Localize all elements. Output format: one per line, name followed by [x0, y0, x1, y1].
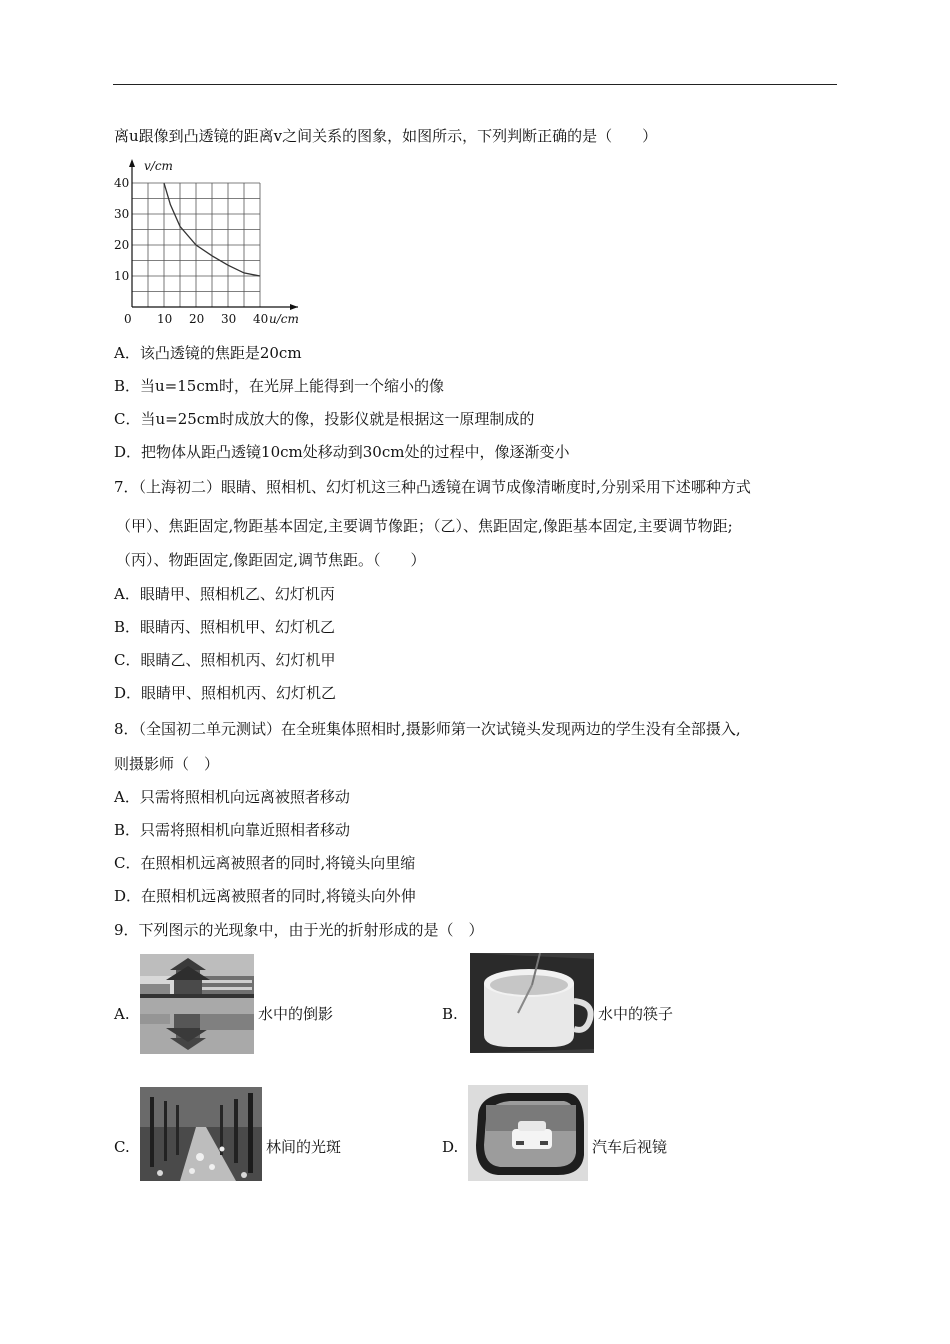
q6-option-a: A．该凸透镜的焦距是20cm	[114, 344, 302, 362]
q8-option-a: A．只需将照相机向远离被照者移动	[114, 788, 350, 806]
x-tick-label: 40	[253, 312, 269, 326]
q9-option-d-caption: 汽车后视镜	[592, 1138, 668, 1156]
q7-option-c: C．眼睛乙、照相机丙、幻灯机甲	[114, 651, 336, 669]
y-tick-label: 20	[114, 238, 130, 252]
x-axis-label: u/cm	[269, 312, 299, 326]
q8-option-b: B．只需将照相机向靠近照相者移动	[114, 821, 351, 839]
q8-option-c: C．在照相机远离被照者的同时,将镜头向里缩	[114, 854, 416, 872]
q7-stem-line1: 7．（上海初二）眼睛、照相机、幻灯机这三种凸透镜在调节成像清晰度时,分别采用下述哪种方式	[114, 478, 751, 496]
q9-option-d-letter: D.	[442, 1138, 459, 1156]
q8-stem-line2: 则摄影师（ ）	[114, 755, 220, 773]
rearview-mirror-picture	[468, 1085, 588, 1181]
x-tick-label: 10	[157, 312, 173, 326]
y-tick-label: 40	[114, 176, 130, 190]
cup-chopsticks-picture	[470, 953, 594, 1053]
uv-chart-svg	[112, 155, 312, 330]
q8-option-d: D．在照相机远离被照者的同时,将镜头向外伸	[114, 887, 416, 905]
q9-option-a-caption: 水中的倒影	[258, 1005, 334, 1023]
q7-stem-line2: （甲）、焦距固定,物距基本固定,主要调节像距；（乙）、焦距固定,像距基本固定,主要调节物距;	[116, 517, 733, 535]
uv-chart	[112, 155, 312, 334]
q9-option-b-letter: B.	[442, 1005, 458, 1023]
q6-option-d: D．把物体从距凸透镜10cm处移动到30cm处的过程中，像逐渐变小	[114, 443, 570, 461]
q7-option-d: D．眼睛甲、照相机丙、幻灯机乙	[114, 684, 337, 702]
q9-option-b-caption: 水中的筷子	[598, 1005, 674, 1023]
q6-option-b: B．当u=15cm时，在光屏上能得到一个缩小的像	[114, 377, 444, 395]
q9-option-a-letter: A.	[114, 1005, 130, 1023]
q9-option-c-letter: C.	[114, 1138, 130, 1156]
y-axis-label: v/cm	[144, 159, 173, 173]
x-tick-label: 0	[124, 312, 132, 326]
q9-option-b-image	[470, 953, 594, 1053]
y-axis-arrow	[129, 159, 135, 167]
q9-option-d-image	[468, 1085, 588, 1181]
q9-option-c-image	[140, 1087, 262, 1181]
q6-stem-tail: 离u跟像到凸透镜的距离v之间关系的图象，如图所示，下列判断正确的是（ ）	[114, 127, 658, 145]
y-tick-label: 10	[114, 269, 130, 283]
q9-option-c-caption: 林间的光斑	[266, 1138, 342, 1156]
pagoda-reflection-picture	[140, 954, 254, 1054]
q7-option-b: B．眼睛丙、照相机甲、幻灯机乙	[114, 618, 336, 636]
y-tick-label: 30	[114, 207, 130, 221]
q7-option-a: A．眼睛甲、照相机乙、幻灯机丙	[114, 585, 335, 603]
q8-stem-line1: 8．（全国初二单元测试）在全班集体照相时,摄影师第一次试镜头发现两边的学生没有全部摄入,	[114, 720, 741, 738]
forest-light-spots-picture	[140, 1087, 262, 1181]
q6-option-c: C．当u=25cm时成放大的像，投影仪就是根据这一原理制成的	[114, 410, 535, 428]
x-tick-label: 20	[189, 312, 205, 326]
header-rule	[113, 84, 837, 85]
chart-axes	[129, 159, 298, 310]
x-tick-label: 30	[221, 312, 237, 326]
q9-stem: 9．下列图示的光现象中，由于光的折射形成的是（ ）	[114, 921, 484, 939]
q7-stem-line3: （丙）、物距固定,像距固定,调节焦距。（ ）	[116, 551, 426, 569]
q9-option-a-image	[140, 954, 254, 1054]
x-axis-arrow	[290, 304, 298, 310]
